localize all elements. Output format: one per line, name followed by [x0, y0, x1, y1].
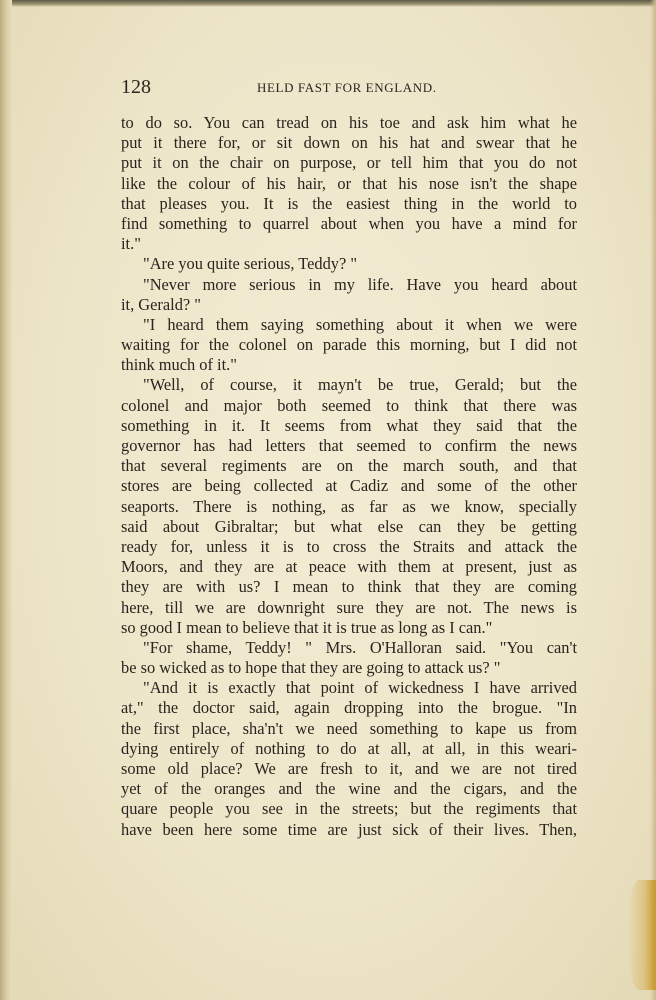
text-line: they are with us? I mean to think that they are coming: [121, 577, 577, 597]
text-line: it, Gerald? ": [121, 294, 201, 314]
text-line: stores are being collected at Cadiz and some of the other: [121, 476, 577, 496]
text-line: have been here some time are just sick of their lives. Then,: [121, 819, 577, 839]
text-line: that pleases you. It is the easiest thing in the world to: [121, 193, 577, 213]
text-line: dying entirely of nothing to do at all, at all, in this weari-: [121, 738, 577, 758]
text-line: some old place? We are fresh to it, and we are not tired: [121, 759, 577, 778]
text-line: "Never more serious in my life. Have you heard about: [143, 274, 577, 294]
text-line: like the colour of his hair, or that his nose isn't the shape: [121, 173, 577, 193]
text-line: put it on the chair on purpose, or tell him that you do not: [121, 153, 577, 173]
text-line: that several regiments are on the march south, and that: [121, 456, 577, 476]
text-line: here, till we are downright sure they are not. The news is: [121, 597, 577, 617]
text-line: put it there for, or sit down on his hat and swear that he: [121, 133, 577, 153]
page-stain: [628, 880, 656, 990]
running-head: HELD FAST FOR ENGLAND.: [257, 80, 437, 95]
text-line: to do so. You can tread on his toe and ask him what he: [121, 113, 577, 132]
text-line: find something to quarrel about when you have a mind for: [121, 213, 577, 233]
text-line: ready for, unless it is to cross the Straits and attack the: [121, 536, 577, 556]
text-line: "Are you quite serious, Teddy? ": [143, 254, 358, 274]
text-line: seaports. There is nothing, as far as we know, specially: [121, 496, 577, 516]
page-top-edge: [0, 0, 656, 7]
text-line: think much of it.": [121, 355, 237, 375]
text-line: waiting for the colonel on parade this morning, but I did not: [121, 335, 577, 355]
text-line: said about Gibraltar; but what else can they be getting: [121, 516, 577, 536]
text-line: "Well, of course, it mayn't be true, Gerald; but the: [143, 375, 577, 395]
text-line: be so wicked as to hope that they are going to attack us? ": [121, 658, 501, 678]
page-right-edge: [650, 0, 656, 1000]
page-number: 128: [121, 76, 151, 98]
page-header: [121, 76, 579, 98]
text-line: yet of the oranges and the wine and the cigars, and the: [121, 779, 577, 799]
text-line: quare people you see in the streets; but the regiments that: [121, 799, 577, 819]
text-line: "And it is exactly that point of wickedness I have arrived: [143, 678, 577, 698]
text-line: Moors, and they are at peace with them at present, just as: [121, 557, 577, 577]
text-line: "For shame, Teddy! " Mrs. O'Halloran said. "You can't: [143, 637, 577, 657]
body-text: [121, 113, 577, 840]
text-line: colonel and major both seemed to think that there was: [121, 395, 577, 415]
page-binding-edge: [0, 0, 12, 1000]
text-line: it.": [121, 234, 141, 254]
text-line: something in it. It seems from what they said that the: [121, 415, 577, 435]
text-line: the first place, sha'n't we need something to kape us from: [121, 718, 577, 738]
text-line: governor has had letters that seemed to confirm the news: [121, 436, 577, 455]
text-line: "I heard them saying something about it when we were: [143, 314, 577, 334]
text-line: so good I mean to believe that it is true as long as I can.": [121, 617, 493, 637]
text-line: at," the doctor said, again dropping into the brogue. "In: [121, 698, 577, 718]
